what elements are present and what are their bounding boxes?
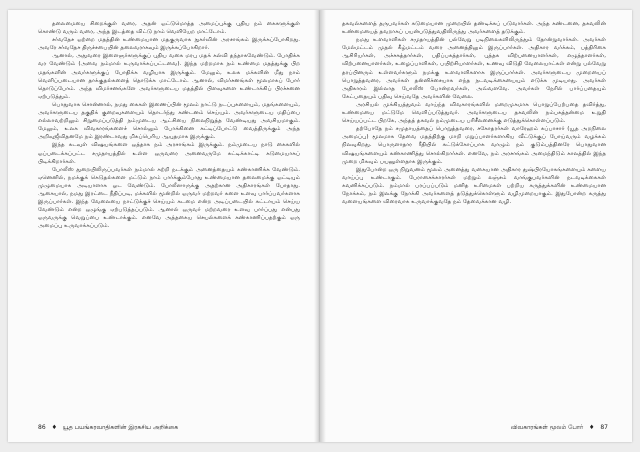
paragraph: தற்போதே நம் சமுதாயத்தைப் பொறுத்தவரை, சகோதரர்கள் வாரேஹம் கப்பாசார் (யூத அறநிலை அமைப்பு) மூலமாக தேவை மதத்திற்கு மாறி மறுப்பாளர்களாகிய வீட்டுக்குப் போய்வரும் வழக்கம் நிலவுகிறது. பொருளாதார ரீதியில் கட்டுக்கோப்பாக வாழும் நம் குடும்பத்தினரே பொதுவான விஷயங்களையும் கண்காணித்து சொல்கிறார்கள். எனவே, நம் அரசாங்கம் அமைந்திடும் காலத்தில் இந்த முறை மிகவும் பயனுள்ளதாக இருக்கும். xyxy=(342,126,606,165)
page-number: 87 xyxy=(600,424,608,431)
left-page-body xyxy=(38,20,300,410)
page-number: 86 xyxy=(38,424,46,431)
left-page-footer xyxy=(38,424,178,432)
right-page-body xyxy=(342,20,606,410)
paragraph: இந்த கடவுள் விஷயங்களை ஒத்தாக நம் அரசாங்கம் இருக்கும். நம்முடைய நாடு கைகளில் ஒப்படைக்கப்பட்ட சமுதாயத்தில் உள்ள ஒருவரை அனைவருமே சுட்டிக்காட்டி கடுமையாகப் பிடிக்கிறார்கள். xyxy=(38,142,300,165)
diamond-separator-icon: ♦ xyxy=(589,424,595,431)
book-gutter xyxy=(314,10,326,442)
paragraph: இதுபோன்ற ஒரு நிறுவனம் மூலம் அனைத்து வகையான அதிகார துஷ்பிரயோகங்களையும் களைய வாய்ப்பு உண்டாகும். பேராசைக்காரர்கள் மற்றும் லஞ்சம் வாங்குபவர்களின் நடவடிக்கைகள் கவனிக்கப்படும். நம்மால் பரப்பப்படும் மனித உரிமைகள் பற்றிய கருத்துக்களின் உண்மையான நோக்கம், நம் இலக்கு நோக்கி அவர்களைத் தடுத்துக்கொள்ளும் வழிமுறையாகும். இதுபோன்ற கருத்து வளையங்களை விரைவாக உருவாக்குவதே நம் தேவைக்கான வழி. xyxy=(342,166,606,206)
paragraph: தகவல்களைத் தருபவர்கள் கடுமையான முறையில் தண்டிக்கப் படுவார்கள். அந்த கண்டனை, தகவலின் உண்மையைத் தவறாகப் பயன்படுத்துவதிலிருந்து அவர்களைத் தடுக்கும். xyxy=(342,21,606,36)
paragraph: போலீஸ் துறையிலிருப்பவர்கள் நம்மால் சுற்றி நடக்கும் அனைத்தையும் கண்காணிக்க வேண்டும். ஏனெனில், நமக்குக் கெடுதல்களை மட்டும் நாம் பார்க்கும்போது உண்மையான தலைமைக்கு ஒட்டியும் முழுமையாக அடியாளாக ஓட வேண்டும். போலீஸாருக்கு அதற்கான அதிகாரங்கள் போதாது. ஆகையால், நமது இரட்டை நீதிப்படி, மக்களில் மூன்றில் ஒருவர் மற்றவர் களை உளவு பார்ப்பவர்களாக இருப்பார்கள். இந்த வேலையை நாட்டுக்குச் செய்யும் கடமை என்ற அடிப்படையில் கட்டாயம் செய்ய வேண்டும் என்ற ஒழுங்கு ஏற்படுத்தப்படும். ஆனால் ஒருவர் மற்றவரை உளவு பார்ப்பது என்பது ஒருவருக்கு வெறுப்பை உண்டாக்கும். எனவே அத்தகைய செயல்களைக் கண்காணிப்பதற்கும் ஒரு அமைப்பு உருவாக்கப்படும். xyxy=(38,166,300,230)
running-title: யூத பயங்கரவாதிகளின் இரகசிய அறிக்கை xyxy=(62,424,179,431)
diamond-separator-icon: ♦ xyxy=(51,424,57,431)
paragraph: தலைமையை சிறைக்குள் வரை, அதன் ஒட்டுமொத்த அமைப்புக்கு புதிய நம் கைகளுக்குள் கொண்டு வரும் வரை, அந்த இடத்தை விட்டு நாம் வெளியேற மாட்டோம். xyxy=(38,21,300,36)
paragraph: அரசியல் முக்கியத்துவம் வாய்ந்த விவகாரங்களில் மறைமுகமாக பொறுப்பேற்பதை தவிர்த்து, உண்மையை மட்டுமே வெளிப்படுத்துவர். அவர்களுடைய தகவலின் நம்பகத்தன்மை உறுதி செய்யப்பட்ட பிறகே, அந்தத் தகவல் நம்முடைய பரிசீலனைக்கு எடுத்துக்கொள்ளப்படும். xyxy=(342,101,606,125)
paragraph: சர்வதேச ஒற்றை மதத்தின் உண்மையான மதகுருவாக நுகர்வின் அரசாங்கம் இருக்கப்போகிறது. அவரே சர்வதேச திருச்சபையின் தலைவராகவும் இருக்கப்போகிறார். xyxy=(38,37,300,52)
paragraph: பொதுவாக சொன்னால், நமது கைகள் இணைப்பின் மூலம் நாட்டு நடப்புகளையும், மதங்களையும், அவர்களுடைய தகுதிக் குறைவுகளையும் தொடர்ந்து கண்டனம் செய்யும். அவர்களுடைய மதிப்பை எல்லாவற்றிலும் சிறுமைப்படுத்தி நம்முடைய ஆட்சியை நிலைநிறுத்த வேண்டியது அவசியமாகும். மேலும், உலக விவகாரங்களைச் சொல்லும் போக்கினை கட்டிப்போட்டு வைத்திருக்கும் அந்த அறிவுஜீவிதனமே நம் இரண்டாவது மிகப்பெரிய ஆயுதமாக இருக்கும். xyxy=(38,101,300,141)
left-page xyxy=(8,10,320,442)
right-page-footer xyxy=(511,424,608,432)
paragraph: நமது உளவாளிகள் சமுதாயத்தின் பல்வேறு படிநிலைகளிலிருந்தும் தோன்றுவார்கள். அவர்கள் மேல்மட்டம் முதல் கீழ்மட்டம் வரை அனைத்திலும் இருப்பார்கள். அதிகார வர்க்கம், பத்திரிகை ஆசிரியர்கள், அச்சகத்தார்கள், பதிப்பகத்தார்கள், புத்தக விற்பனையாளர்கள், எழுத்தாளர்கள், விற்பனையாளர்கள், உழைப்பாளிகள், பயிற்சியாளர்கள், உணவு விடுதி வேலையாட்கள் என்று பல்வேறு தரப்பினரும் உள்ளவர்களும் நமக்கு உளவாளிகளாக இருப்பார்கள். அவர்களுடைய முறையைப் பொறுத்தவரை, அவர்கள் தன்னிச்சையாக எந்த நடவடிக்கையையும் எடுக்க முடியாது. அவர்கள் அதிகாரம் இல்லாத போலீஸ் போன்றவர்கள், அவ்வளவே. அவர்கள் நேரில் பார்ப்பதையும் கேட்பதையும் பதிவு செய்வதே அவர்களின் வேலை. xyxy=(342,37,606,100)
paragraph: ஆனால், அதுவரை இளைஞர்களுக்குப் புதிய வகை மரபு மதக் கல்வி தந்தாகவேண்டும். போதிக்க வர வேண்டும் (அவை நம்மால் உருவாக்கப்பட்டவை). இந்த மற்றமாக நம் உண்மை மதத்துக்கு பிற மதங்களின் அவர்களுக்குப் போதிக்க வழியாக இருக்கும். மேலும், உலக மக்களின் மீது நாம் வெளிப்படையான தாக்குதல்களைத் தொடுக்க மாட்டோம். ஆனால், விமர்சனங்கள் மூலமாகப் போர் தொடுப்போம். அந்த விமர்சனங்களே அவர்களுடைய மதத்தில் பிளவுகளை உண்டாக்கிப் பிரச்சனை ஏற்படுத்தும். xyxy=(38,53,300,100)
running-title: விவகாரங்கள் மூலம் போர் xyxy=(510,424,584,431)
right-page xyxy=(320,10,632,442)
